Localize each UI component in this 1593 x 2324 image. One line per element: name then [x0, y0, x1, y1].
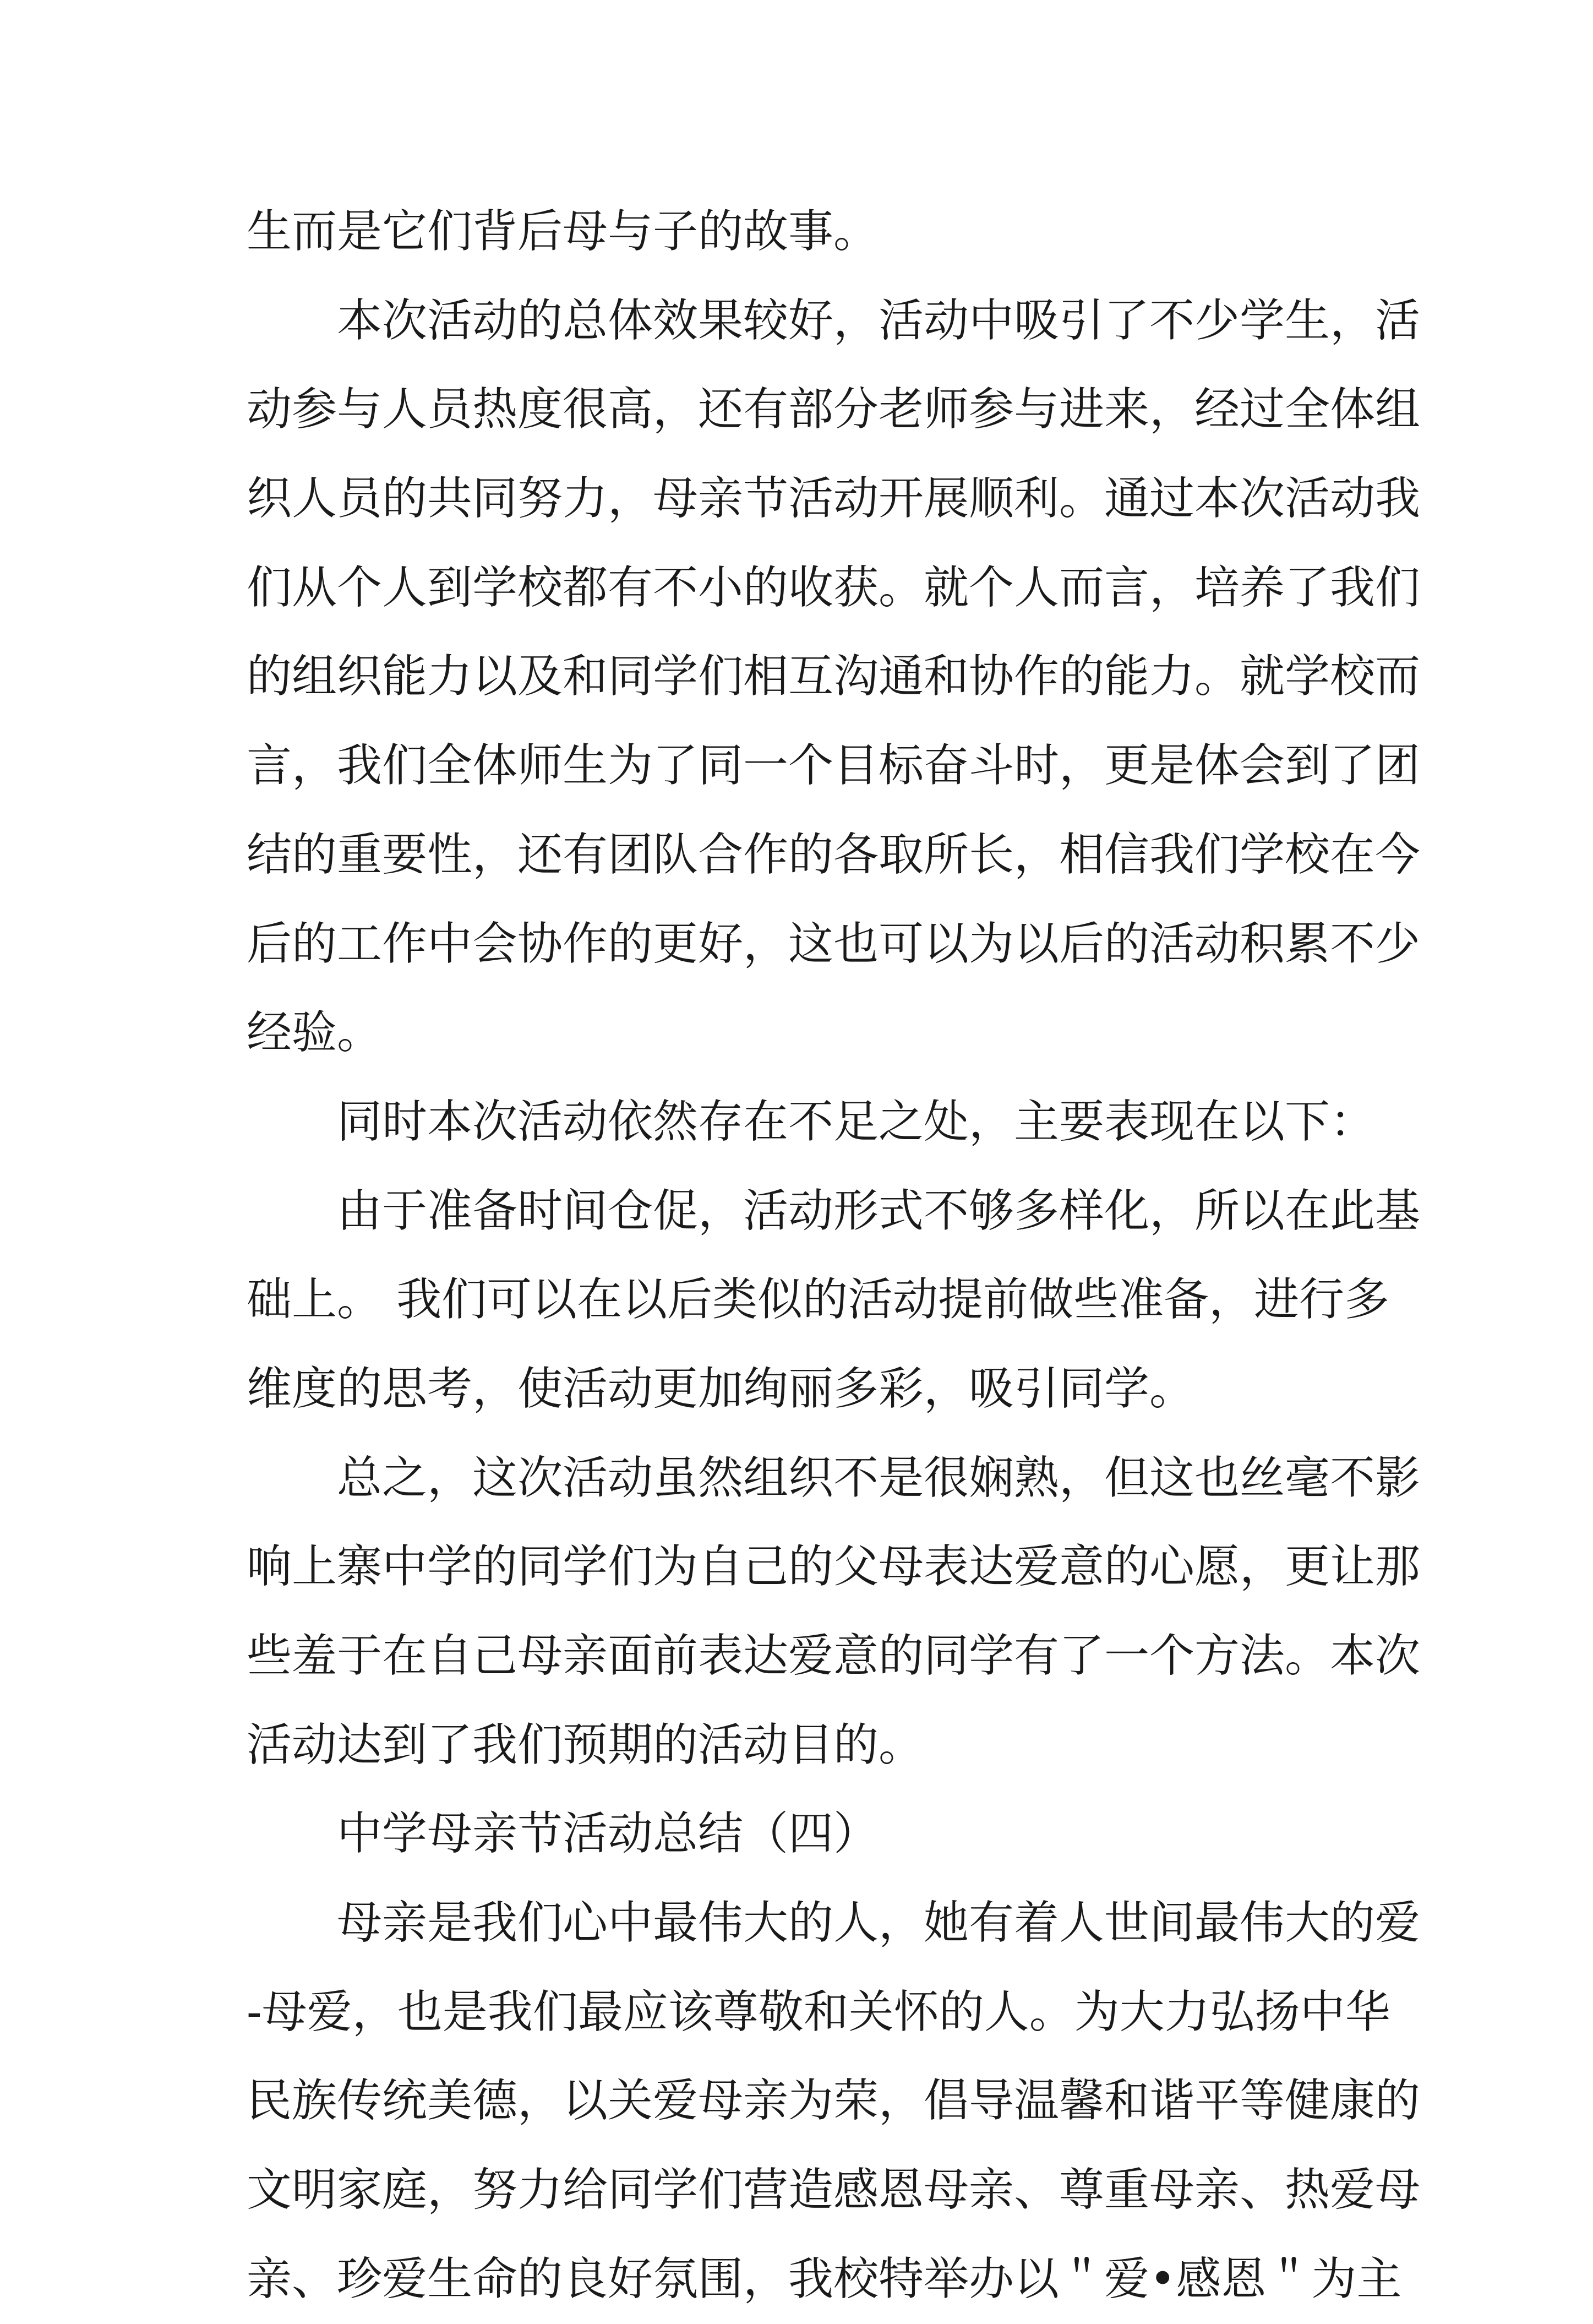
text-line: 文明家庭，努力给同学们营造感恩母亲、尊重母亲、热爱母: [247, 2164, 1421, 2217]
text-line: 经验。: [247, 1006, 383, 1059]
text-line: -母爱，也是我们最应该尊敬和关怀的人。为大力弘扬中华: [247, 1985, 1390, 2038]
text-line: 响上寨中学的同学们为自己的父母表达爱意的心愿，更让那: [247, 1541, 1421, 1593]
text-line: 亲、珍爱生命的良好氛围，我校特举办以＂爱•感恩＂为主: [247, 2252, 1402, 2305]
text-line: 民族传统美德，以关爱母亲为荣，倡导温馨和谐平等健康的: [247, 2075, 1421, 2127]
text-line: 生而是它们背后母与子的故事。: [247, 205, 879, 258]
text-line: 动参与人员热度很高，还有部分老师参与进来，经过全体组: [247, 383, 1421, 436]
text-line: 础上。 我们可以在以后类似的活动提前做些准备，进行多: [247, 1273, 1390, 1326]
text-line: 本次活动的总体效果较好，活动中吸引了不少学生，活: [337, 294, 1421, 347]
text-line: 由于准备时间仓促，活动形式不够多样化，所以在此基: [337, 1184, 1421, 1237]
text-line: 活动达到了我们预期的活动目的。: [247, 1718, 924, 1771]
text-line: 织人员的共同努力，母亲节活动开展顺利。通过本次活动我: [247, 472, 1421, 525]
text-line: 同时本次活动依然存在不足之处，主要表现在以下：: [337, 1095, 1376, 1148]
text-line: 言，我们全体师生为了同一个目标奋斗时，更是体会到了团: [247, 739, 1421, 792]
text-line: 总之，这次活动虽然组织不是很娴熟，但这也丝毫不影: [337, 1451, 1421, 1504]
text-line: 母亲是我们心中最伟大的人，她有着人世间最伟大的爱: [337, 1897, 1421, 1950]
body-text: [247, 187, 1421, 2324]
text-line: 的组织能力以及和同学们相互沟通和协作的能力。就学校而: [247, 650, 1421, 703]
text-line: 们从个人到学校都有不小的收获。就个人而言，培养了我们: [247, 561, 1421, 614]
text-line: 后的工作中会协作的更好，这也可以为以后的活动积累不少: [247, 917, 1421, 970]
text-line: 结的重要性，还有团队合作的各取所长，相信我们学校在今: [247, 828, 1421, 881]
section-heading: 中学母亲节活动总结（四）: [337, 1808, 879, 1860]
text-line: 维度的思考，使活动更加绚丽多彩，吸引同学。: [247, 1362, 1195, 1415]
text-line: 些羞于在自己母亲面前表达爱意的同学有了一个方法。本次: [247, 1630, 1421, 1682]
